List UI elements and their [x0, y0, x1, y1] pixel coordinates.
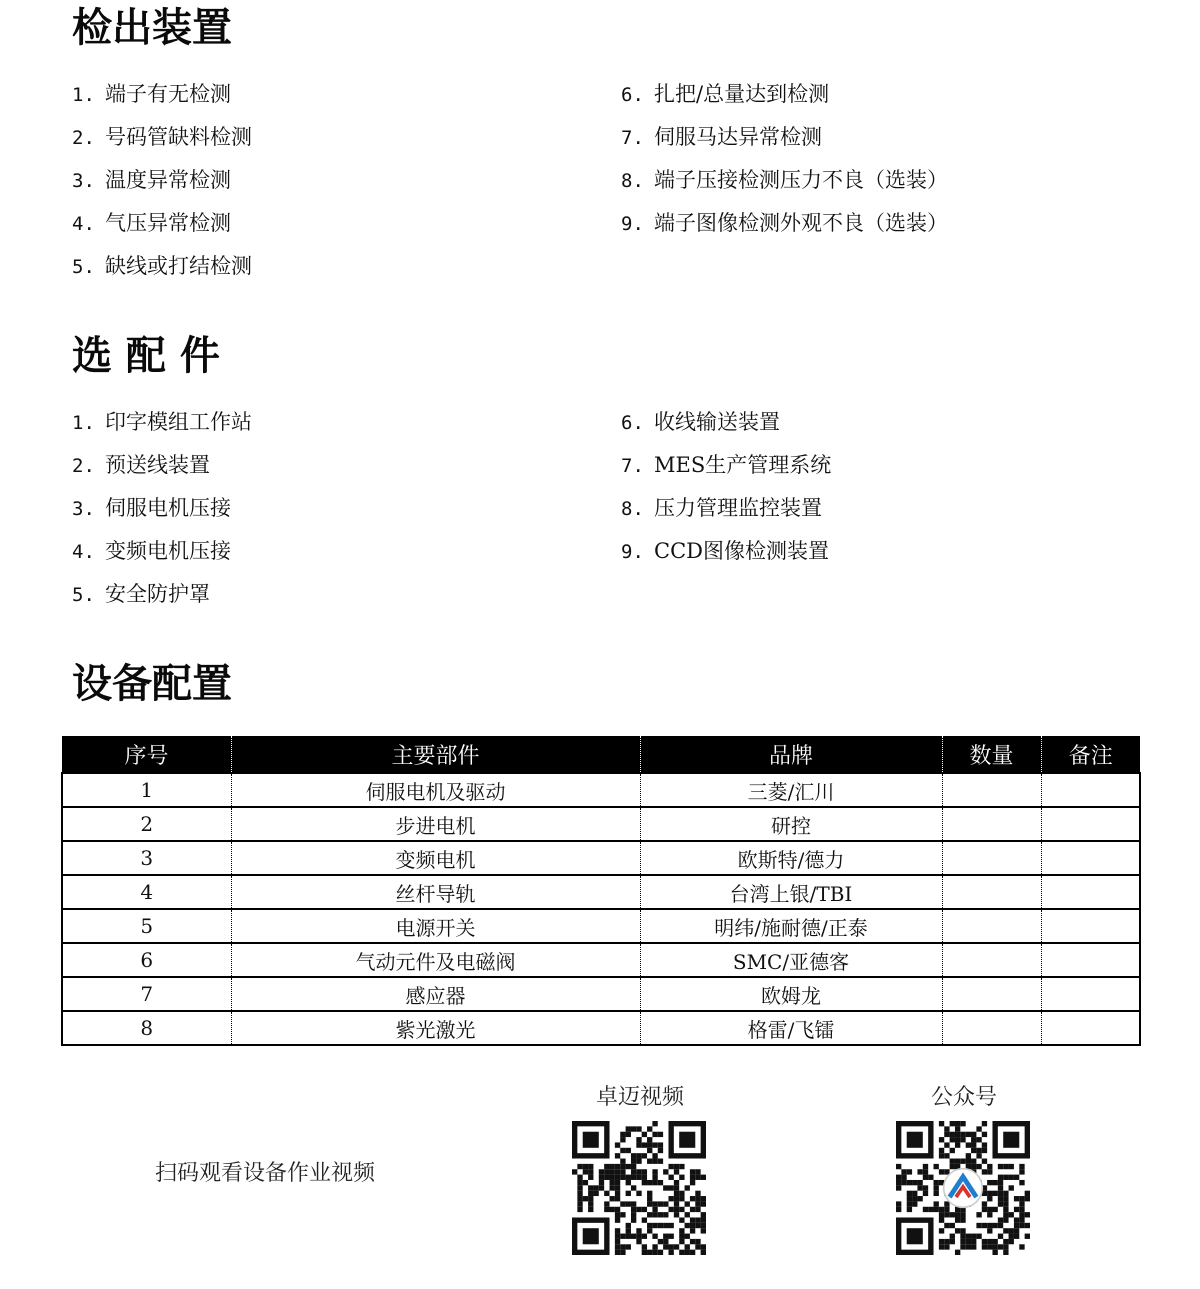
list-item-number: 5. — [72, 584, 95, 606]
list-item-text: 缺线或打结检测 — [105, 254, 252, 278]
list-item — [621, 444, 831, 487]
list-item — [621, 73, 948, 116]
list-item-number: 7. — [621, 455, 644, 477]
video-qr-label: 卓迈视频 — [595, 1085, 684, 1110]
list-item-text: 伺服马达异常检测 — [654, 125, 822, 149]
list-item — [621, 116, 948, 159]
table-cell — [942, 943, 1041, 977]
list-item-number: 3. — [72, 170, 95, 192]
list-item-number: 6. — [621, 412, 644, 434]
table-row — [62, 807, 1140, 841]
table-row — [62, 1011, 1140, 1045]
list-item-text: 印字模组工作站 — [105, 410, 252, 434]
list-item-number: 4. — [72, 541, 95, 563]
table-cell — [1041, 773, 1140, 807]
detection-title: 检出装置 — [72, 5, 232, 51]
table-row — [62, 875, 1140, 909]
list-item — [72, 116, 252, 159]
list-item — [72, 401, 252, 444]
options-title: 选 配 件 — [72, 333, 220, 379]
list-item-text: 端子压接检测压力不良（选装） — [654, 168, 948, 192]
table-cell — [942, 1011, 1041, 1045]
column-header: 主要部件 — [231, 736, 640, 773]
table-cell: 欧姆龙 — [640, 977, 942, 1011]
table-cell: 6 — [62, 943, 231, 977]
table-cell — [1041, 807, 1140, 841]
list-item-number: 4. — [72, 213, 95, 235]
list-item-number: 7. — [621, 127, 644, 149]
table-cell: 感应器 — [231, 977, 640, 1011]
list-item-text: 预送线装置 — [105, 453, 210, 477]
list-item-number: 1. — [72, 84, 95, 106]
table-cell — [1041, 943, 1140, 977]
table-cell: 步进电机 — [231, 807, 640, 841]
list-item-text: 端子图像检测外观不良（选装） — [654, 211, 948, 235]
list-item — [72, 444, 252, 487]
list-item-text: 气压异常检测 — [105, 211, 231, 235]
list-item-number: 6. — [621, 84, 644, 106]
list-item-number: 9. — [621, 541, 644, 563]
table-row — [62, 773, 1140, 807]
table-cell: 1 — [62, 773, 231, 807]
table-cell: 明纬/施耐德/正泰 — [640, 909, 942, 943]
list-item — [621, 159, 948, 202]
list-item-text: MES生产管理系统 — [654, 453, 832, 477]
table-cell — [942, 977, 1041, 1011]
table-cell: 电源开关 — [231, 909, 640, 943]
list-item — [72, 530, 252, 573]
list-item — [72, 159, 252, 202]
table-cell — [1041, 841, 1140, 875]
account-qr-label: 公众号 — [930, 1085, 997, 1110]
table-cell — [942, 807, 1041, 841]
table-cell: 紫光激光 — [231, 1011, 640, 1045]
list-item — [72, 245, 252, 288]
table-cell: 研控 — [640, 807, 942, 841]
list-item-text: 收线输送装置 — [654, 410, 780, 434]
table-cell: 5 — [62, 909, 231, 943]
list-item — [621, 202, 948, 245]
table-cell: 台湾上银/TBI — [640, 875, 942, 909]
list-item — [72, 73, 252, 116]
list-item — [72, 573, 252, 616]
table-cell — [1041, 977, 1140, 1011]
table-row — [62, 909, 1140, 943]
list-item — [72, 202, 252, 245]
column-header: 品牌 — [640, 736, 942, 773]
account-qr-code[interactable] — [896, 1121, 1030, 1255]
list-item-number: 2. — [72, 127, 95, 149]
detection-list-right — [621, 73, 948, 245]
config-table-body — [62, 773, 1140, 1045]
table-cell: 格雷/飞镭 — [640, 1011, 942, 1045]
list-item-number: 8. — [621, 170, 644, 192]
list-item — [621, 487, 831, 530]
table-cell — [1041, 875, 1140, 909]
table-cell: 3 — [62, 841, 231, 875]
list-item-number: 1. — [72, 412, 95, 434]
table-cell: 丝杆导轨 — [231, 875, 640, 909]
detection-list-left — [72, 73, 252, 288]
config-table — [61, 736, 1141, 1046]
list-item-text: 扎把/总量达到检测 — [654, 82, 830, 106]
table-cell: 伺服电机及驱动 — [231, 773, 640, 807]
list-item — [621, 530, 831, 573]
table-cell: 三菱/汇川 — [640, 773, 942, 807]
table-cell: 变频电机 — [231, 841, 640, 875]
table-cell: SMC/亚德客 — [640, 943, 942, 977]
table-cell: 7 — [62, 977, 231, 1011]
video-qr-code[interactable] — [572, 1121, 706, 1255]
table-cell — [942, 875, 1041, 909]
list-item-text: 温度异常检测 — [105, 168, 231, 192]
table-row — [62, 977, 1140, 1011]
list-item-text: 号码管缺料检测 — [105, 125, 252, 149]
config-table-header — [62, 736, 1140, 773]
table-cell — [1041, 909, 1140, 943]
table-cell: 4 — [62, 875, 231, 909]
table-cell: 2 — [62, 807, 231, 841]
table-cell — [942, 909, 1041, 943]
list-item-number: 3. — [72, 498, 95, 520]
table-cell — [942, 841, 1041, 875]
list-item-number: 9. — [621, 213, 644, 235]
list-item — [72, 487, 252, 530]
column-header: 备注 — [1041, 736, 1140, 773]
table-row — [62, 943, 1140, 977]
list-item-text: 压力管理监控装置 — [654, 496, 822, 520]
table-cell: 气动元件及电磁阀 — [231, 943, 640, 977]
options-list-right — [621, 401, 831, 573]
options-list-left — [72, 401, 252, 616]
scan-instruction: 扫码观看设备作业视频 — [155, 1161, 376, 1186]
table-cell: 欧斯特/德力 — [640, 841, 942, 875]
config-title: 设备配置 — [72, 661, 232, 707]
column-header: 序号 — [62, 736, 231, 773]
table-cell: 8 — [62, 1011, 231, 1045]
list-item — [621, 401, 831, 444]
table-row — [62, 841, 1140, 875]
list-item-text: 变频电机压接 — [105, 539, 231, 563]
list-item-number: 2. — [72, 455, 95, 477]
list-item-number: 5. — [72, 256, 95, 278]
list-item-number: 8. — [621, 498, 644, 520]
list-item-text: 安全防护罩 — [105, 582, 210, 606]
column-header: 数量 — [942, 736, 1041, 773]
list-item-text: CCD图像检测装置 — [654, 539, 829, 563]
table-cell — [942, 773, 1041, 807]
table-cell — [1041, 1011, 1140, 1045]
list-item-text: 伺服电机压接 — [105, 496, 231, 520]
list-item-text: 端子有无检测 — [105, 82, 231, 106]
